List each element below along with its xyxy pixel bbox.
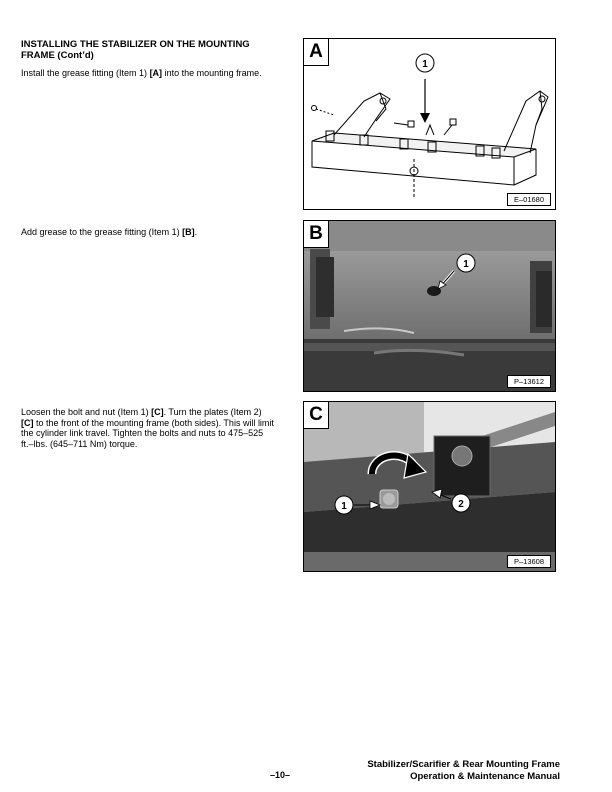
section-heading: INSTALLING THE STABILIZER ON THE MOUNTING FRAME (Cont’d) <box>21 39 250 61</box>
figure-letter-a: A <box>304 39 329 66</box>
step-install-grease-fitting <box>21 68 273 79</box>
step2-text-end: . <box>194 227 198 237</box>
step1-text-end: into the mounting frame. <box>162 68 262 78</box>
callout-c-2: 2 <box>458 499 464 510</box>
step3-text: Loosen the bolt and nut (Item 1) <box>21 407 152 417</box>
callout-c-1: 1 <box>341 501 347 512</box>
figure-ref-b: [B] <box>182 227 195 237</box>
step3-text-end: to the front of the mounting frame (both sides). This will limit the cylinder link travel. Tighten the bolts and nuts to 475–525 ft.–lbs. (645–711 Nm) torque. <box>21 417 274 449</box>
figure-a <box>303 38 556 210</box>
callout-a-1: 1 <box>422 59 428 70</box>
figure-code-a: E–01680 <box>507 193 551 206</box>
footer-line-2: Operation & Maintenance Manual <box>410 771 560 782</box>
plate-adjust-photo <box>304 402 555 571</box>
callout-b-1: 1 <box>463 259 469 270</box>
step-add-grease <box>21 227 273 238</box>
step3-text-mid: . Turn the plates (Item 2) <box>163 407 262 417</box>
page-number: –10– <box>270 770 291 780</box>
step-adjust-plates <box>21 407 276 449</box>
figure-ref-c-2: [C] <box>21 417 34 428</box>
footer-line-1: Stabilizer/Scarifier & Rear Mounting Frame <box>367 759 560 770</box>
figure-letter-c: C <box>304 402 329 429</box>
figure-c <box>303 401 556 572</box>
step1-text: Install the grease fitting (Item 1) <box>21 68 150 78</box>
grease-fitting-photo <box>304 221 555 391</box>
figure-b <box>303 220 556 392</box>
figure-code-b: P–13612 <box>507 375 551 388</box>
step2-text: Add grease to the grease fitting (Item 1) <box>21 227 183 237</box>
figure-ref-a: [A] <box>149 68 163 78</box>
figure-ref-c: [C] <box>151 407 164 417</box>
mounting-frame-drawing <box>304 39 555 209</box>
footer-title <box>367 759 560 783</box>
figure-letter-b: B <box>304 221 329 248</box>
figure-code-c: P–13608 <box>507 555 551 568</box>
